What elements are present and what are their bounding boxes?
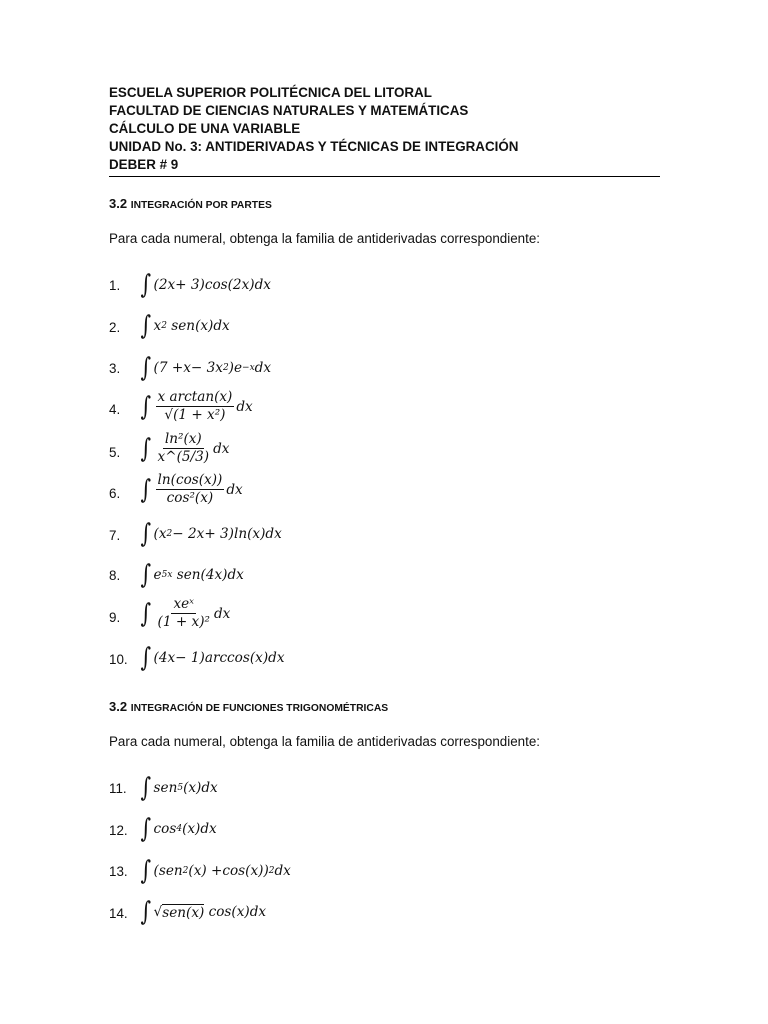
item-number: 7. [109,528,121,543]
document-header [109,84,660,177]
fraction-denominator: cos²(x) [166,490,214,506]
integral-expression: ∫ (2 x + 3) cos (2 x ) dx [140,270,271,300]
item-number: 8. [109,568,121,583]
integral-expression: ∫ (4 x − 1) arccos ( x ) dx [140,643,285,673]
fraction-numerator: ln(cos(x)) [157,472,223,488]
item-number: 3. [109,361,121,376]
integral-expression: ∫ e 5x sen (4 x ) dx [140,560,244,590]
instruction-text: Para cada numeral, obtenga la familia de antiderivadas correspondiente: [109,734,540,749]
integral-expression: ∫ √ sen(x) cos ( x ) dx [140,897,267,927]
fraction-denominator: √(1 + x²) [164,407,226,423]
integral-expression: ∫ sen 5 ( x ) dx [140,773,218,803]
section-number: 3.2 [109,699,128,714]
item-number: 6. [109,486,121,501]
item-number: 13. [109,864,128,879]
integral-expression: ∫ ( sen 2 ( x ) + cos ( x )) 2 dx [140,856,291,886]
item-number: 2. [109,320,121,335]
integral-expression: ∫ x 2 sen ( x ) dx [140,311,230,341]
integral-expression: ∫ $\frac{\text{xeˣ}}{\text{(1 + x)²}}$ dx [140,596,231,630]
unit-title: UNIDAD No. 3: ANTIDERIVADAS Y TÉCNICAS DE INTEGRACIÓN [109,139,519,154]
integral-expression: ∫ (7 + x − 3 x 2 ) e −x dx [140,353,272,383]
fraction-numerator: x arctan(x) [157,389,233,405]
section-name: INTEGRACIÓN DE FUNCIONES TRIGONOMÉTRICAS [130,703,389,714]
section-title-trigonometricas [109,699,388,714]
integral-expression: ∫ cos 4 ( x ) dx [140,814,217,844]
assignment-title: DEBER # 9 [109,157,179,172]
integral-expression: ∫ ( x 2 − 2 x + 3) ln ( x ) dx [140,519,282,549]
course-name: CÁLCULO DE UNA VARIABLE [109,121,301,136]
integral-expression: ∫ $\frac{\ln(\cos(x))}{\text{cos²(x)}}$ dx [140,472,243,506]
fraction-denominator: x^(5/3) [157,449,210,465]
section-name: INTEGRACIÓN POR PARTES [130,200,272,211]
faculty-name: FACULTAD DE CIENCIAS NATURALES Y MATEMÁTICAS [109,103,469,118]
section-number: 3.2 [109,196,128,211]
fraction-denominator: (1 + x)² [157,614,210,630]
item-number: 14. [109,906,128,921]
item-number: 9. [109,610,121,625]
instruction-text: Para cada numeral, obtenga la familia de antiderivadas correspondiente: [109,231,540,246]
item-number: 10. [109,652,128,667]
fraction-numerator: xeˣ [173,596,195,612]
item-number: 11. [109,781,127,796]
item-number: 1. [109,278,121,293]
item-number: 4. [109,402,121,417]
item-number: 12. [109,823,128,838]
item-number: 5. [109,445,121,460]
fraction-numerator: ln²(x) [164,431,202,447]
integral-expression: ∫ $\frac{\text{x arctan(x)}}{\text{√(1 + x²)}}$ dx [140,389,253,423]
institution-name: ESCUELA SUPERIOR POLITÉCNICA DEL LITORAL [109,85,432,100]
integral-expression: ∫ $\frac{\text{ln²(x)}}{x\^{}(5/3)}$ dx [140,431,230,465]
section-title-partes [109,196,272,211]
